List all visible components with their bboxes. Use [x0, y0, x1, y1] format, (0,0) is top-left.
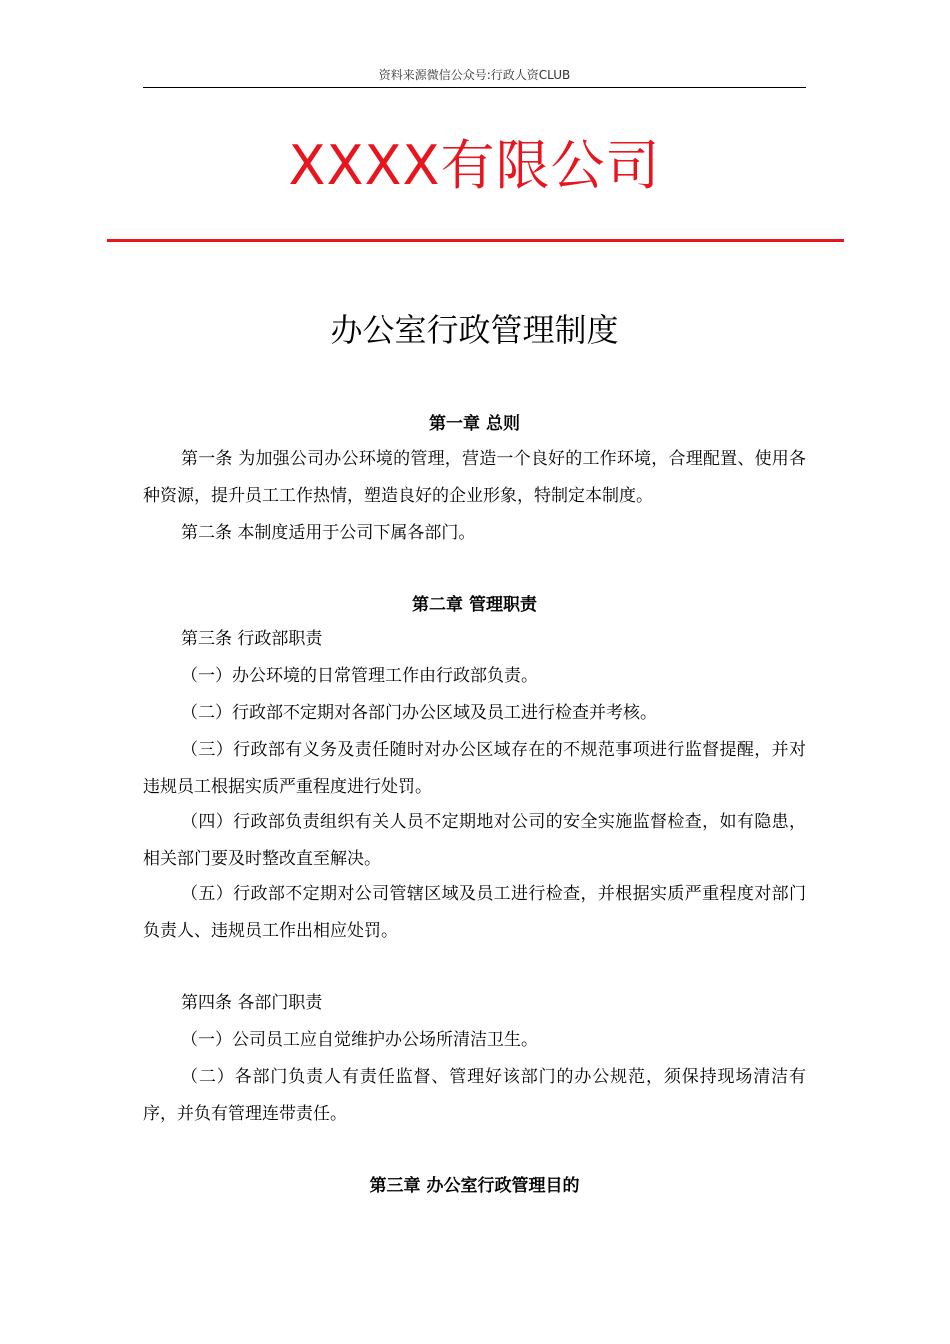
clause-paragraph: （四）行政部负责组织有关人员不定期地对公司的安全实施监督检查，如有隐患，相关部门要及时整改直至解决。: [143, 812, 806, 869]
clause-paragraph: （三）行政部有义务及责任随时对办公区域存在的不规范事项进行监督提醒，并对违规员工根据实质严重程度进行处罚。: [143, 740, 806, 797]
header-divider: [143, 87, 806, 88]
clause-paragraph: （一）办公环境的日常管理工作由行政部负责。: [181, 666, 538, 686]
article-2-paragraph: 第二条 本制度适用于公司下属各部门。: [181, 523, 476, 543]
article-3-paragraph: 第三条 行政部职责: [181, 629, 323, 649]
clause-paragraph: （二）行政部不定期对各部门办公区域及员工进行检查并考核。: [181, 703, 657, 723]
chapter-1-heading: 第一章 总则: [429, 414, 520, 434]
page-header-source-note: 资料来源微信公众号:行政人资CLUB: [378, 68, 571, 82]
document-title: 办公室行政管理制度: [330, 311, 619, 349]
clause-paragraph: （一）公司员工应自觉维护办公场所清洁卫生。: [181, 1030, 538, 1050]
clause-paragraph: （二）各部门负责人有责任监督、管理好该部门的办公规范，须保持现场清洁有序，并负有管理连带责任。: [143, 1067, 806, 1124]
red-divider: [107, 239, 844, 242]
article-1-paragraph: 第一条 为加强公司办公环境的管理，营造一个良好的工作环境，合理配置、使用各种资源，提升员工工作热情，塑造良好的企业形象，特制定本制度。: [143, 449, 806, 506]
clause-paragraph: （五）行政部不定期对公司管辖区域及员工进行检查，并根据实质严重程度对部门负责人、违规员工作出相应处罚。: [143, 884, 806, 941]
chapter-2-heading: 第二章 管理职责: [412, 595, 537, 615]
company-name-title: XXXX有限公司: [288, 134, 661, 197]
chapter-3-heading: 第三章 办公室行政管理目的: [369, 1176, 580, 1196]
article-4-paragraph: 第四条 各部门职责: [181, 993, 323, 1013]
